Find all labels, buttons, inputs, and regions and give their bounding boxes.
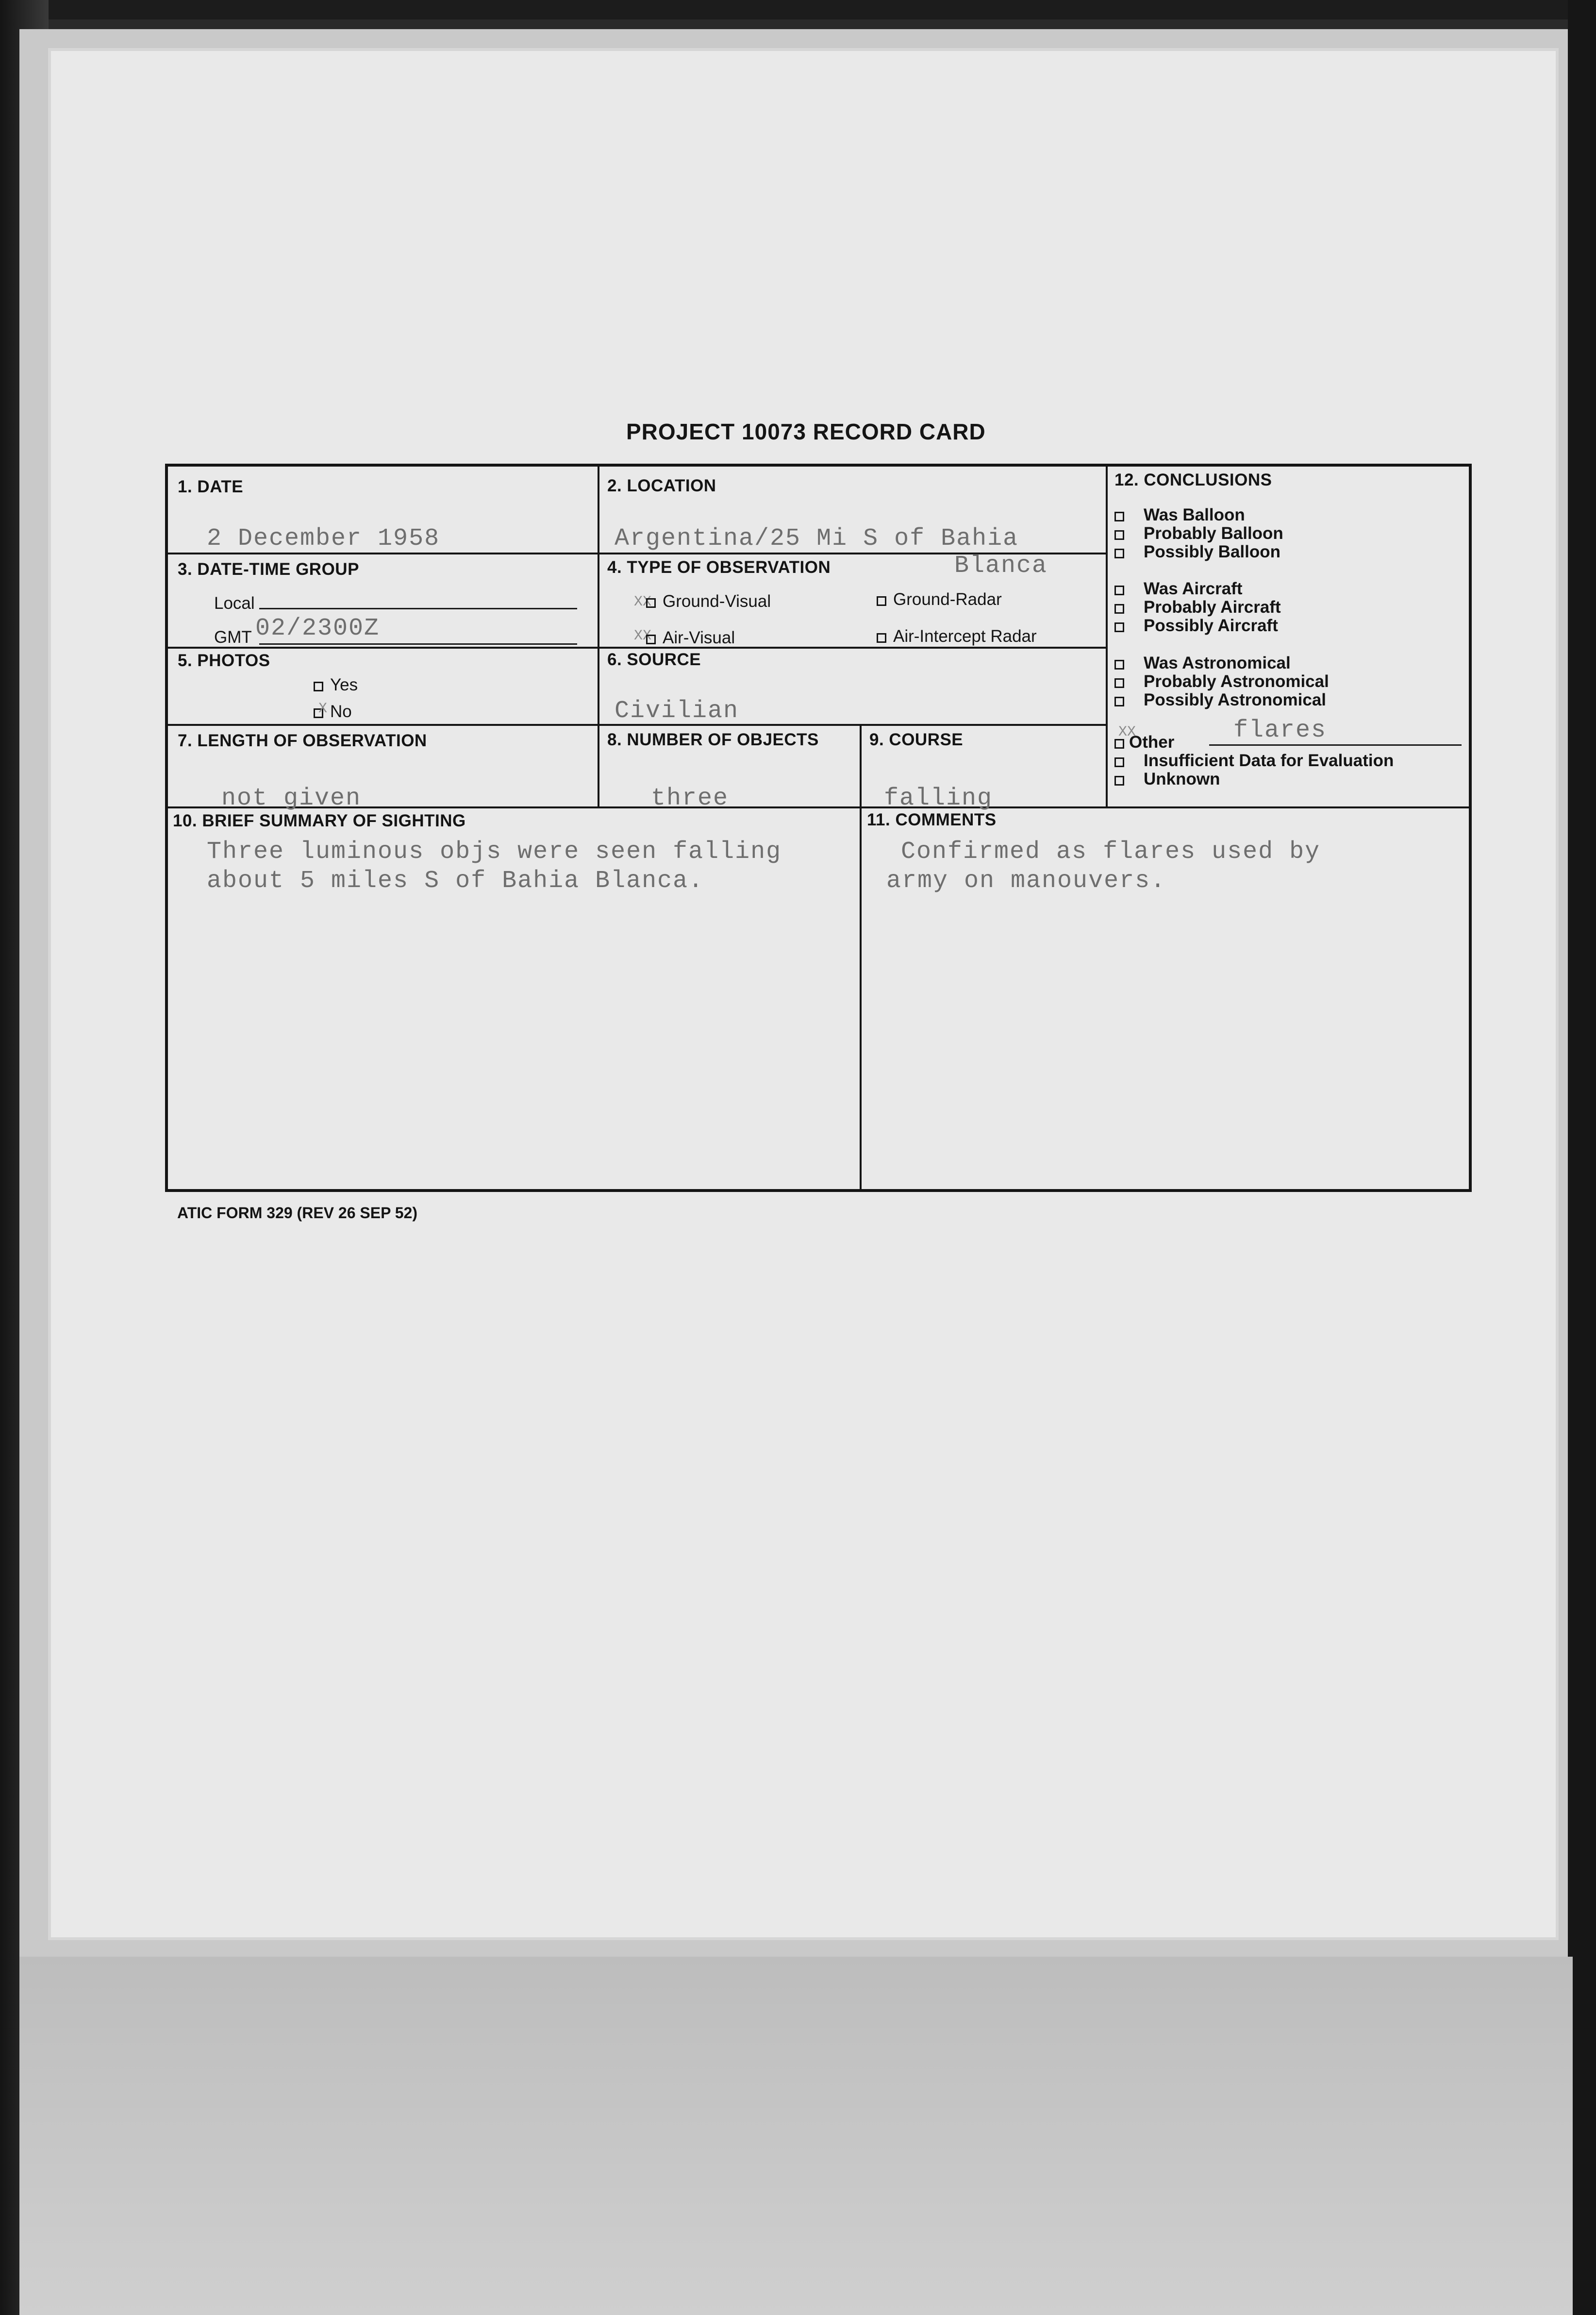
length-value: not given bbox=[221, 785, 362, 812]
conclusion-label: Was Astronomical bbox=[1144, 654, 1291, 672]
comments-label: 11. COMMENTS bbox=[867, 810, 997, 829]
date-value: 2 December 1958 bbox=[207, 525, 440, 553]
checkbox-icon bbox=[1114, 697, 1124, 706]
conclusion-unknown bbox=[1114, 770, 1220, 789]
checkbox-icon bbox=[1114, 604, 1124, 614]
location-value: Argentina/25 Mi S of Bahia bbox=[615, 525, 1019, 553]
film-bottom-area bbox=[19, 1957, 1573, 2315]
checkbox-icon bbox=[877, 633, 886, 643]
checkbox-icon bbox=[1114, 586, 1124, 595]
checkbox-icon bbox=[1114, 739, 1124, 749]
checkbox-icon bbox=[314, 682, 323, 691]
conclusion-label: Possibly Astronomical bbox=[1144, 690, 1327, 709]
checkbox-icon bbox=[1114, 757, 1124, 767]
comments-line-1: Confirmed as flares used by bbox=[901, 838, 1321, 866]
conclusion-probably-aircraft bbox=[1114, 598, 1281, 617]
objects-value: three bbox=[651, 785, 729, 812]
conclusion-was-balloon bbox=[1114, 505, 1245, 525]
conclusion-other bbox=[1114, 733, 1174, 752]
option-label: Ground-Visual bbox=[663, 592, 771, 611]
option-label: Air-Intercept Radar bbox=[893, 627, 1037, 646]
checkbox-icon bbox=[1114, 622, 1124, 632]
photos-label: 5. PHOTOS bbox=[178, 651, 270, 670]
divider bbox=[1106, 467, 1108, 806]
datetime-label: 3. DATE-TIME GROUP bbox=[178, 560, 359, 579]
checkbox-icon bbox=[877, 596, 886, 606]
local-time-label: Local bbox=[214, 594, 255, 613]
location-value-continued: Blanca bbox=[954, 552, 1048, 580]
comments-line-2: army on manouvers. bbox=[886, 867, 1166, 895]
checkbox-icon bbox=[1114, 660, 1124, 670]
check-mark: X bbox=[318, 701, 328, 717]
checkbox-icon bbox=[1114, 530, 1124, 540]
option-air-visual bbox=[646, 628, 735, 648]
source-value: Civilian bbox=[615, 697, 739, 725]
conclusion-probably-balloon bbox=[1114, 524, 1283, 543]
conclusion-label: Was Balloon bbox=[1144, 505, 1245, 524]
checkbox-icon bbox=[646, 635, 656, 644]
conclusion-label: Possibly Balloon bbox=[1144, 542, 1280, 561]
conclusion-label: Unknown bbox=[1144, 770, 1220, 788]
check-mark: XX bbox=[1118, 724, 1136, 740]
option-label: No bbox=[330, 702, 352, 721]
conclusion-was-aircraft bbox=[1114, 579, 1243, 599]
course-value: falling bbox=[884, 785, 993, 812]
summary-label: 10. BRIEF SUMMARY OF SIGHTING bbox=[173, 811, 466, 830]
checkbox-icon bbox=[1114, 512, 1124, 521]
conclusion-label: Probably Aircraft bbox=[1144, 598, 1281, 617]
checkbox-icon bbox=[1114, 678, 1124, 688]
conclusions-label: 12. CONCLUSIONS bbox=[1114, 470, 1272, 489]
option-label: Ground-Radar bbox=[893, 590, 1002, 609]
source-label: 6. SOURCE bbox=[607, 650, 701, 669]
check-mark: XX bbox=[634, 628, 652, 644]
course-label: 9. COURSE bbox=[869, 730, 964, 749]
conclusion-label: Probably Astronomical bbox=[1144, 672, 1329, 691]
divider bbox=[598, 467, 599, 806]
conclusion-was-astronomical bbox=[1114, 654, 1291, 673]
conclusion-possibly-aircraft bbox=[1114, 616, 1278, 636]
conclusion-probably-astronomical bbox=[1114, 672, 1329, 691]
option-label: Yes bbox=[330, 675, 358, 694]
form-identifier: ATIC FORM 329 (REV 26 SEP 52) bbox=[177, 1204, 417, 1222]
conclusion-label: Possibly Aircraft bbox=[1144, 616, 1278, 635]
gmt-label: GMT bbox=[214, 628, 252, 647]
check-mark: XX bbox=[634, 594, 652, 610]
conclusion-label: Was Aircraft bbox=[1144, 579, 1243, 598]
film-edge-top bbox=[0, 0, 1596, 19]
photos-yes bbox=[314, 675, 358, 695]
option-air-intercept-radar bbox=[877, 627, 1037, 646]
conclusion-possibly-balloon bbox=[1114, 542, 1280, 562]
other-line bbox=[1209, 744, 1462, 746]
conclusion-insufficient-data bbox=[1114, 751, 1394, 771]
gmt-value: 02/2300Z bbox=[255, 615, 380, 642]
checkbox-icon bbox=[646, 598, 656, 608]
conclusion-label: Probably Balloon bbox=[1144, 524, 1283, 543]
summary-line-1: Three luminous objs were seen falling bbox=[207, 838, 782, 866]
local-time-line bbox=[259, 608, 577, 609]
option-ground-radar bbox=[877, 590, 1002, 609]
divider bbox=[860, 724, 862, 1190]
conclusion-label: Insufficient Data for Evaluation bbox=[1144, 751, 1394, 770]
divider bbox=[168, 647, 1106, 649]
length-label: 7. LENGTH OF OBSERVATION bbox=[178, 731, 427, 750]
record-card bbox=[165, 464, 1472, 1192]
summary-line-2: about 5 miles S of Bahia Blanca. bbox=[207, 867, 704, 895]
checkbox-icon bbox=[1114, 776, 1124, 786]
option-label: Air-Visual bbox=[663, 628, 735, 647]
observation-type-label: 4. TYPE OF OBSERVATION bbox=[607, 558, 831, 577]
checkbox-icon bbox=[1114, 549, 1124, 558]
divider bbox=[168, 806, 1471, 808]
date-label: 1. DATE bbox=[178, 477, 244, 496]
card-title: PROJECT 10073 RECORD CARD bbox=[626, 419, 986, 444]
gmt-line bbox=[259, 643, 577, 645]
conclusion-possibly-astronomical bbox=[1114, 690, 1326, 710]
conclusion-other-value: flares bbox=[1233, 717, 1327, 744]
conclusion-other-label: Other bbox=[1129, 733, 1175, 752]
objects-label: 8. NUMBER OF OBJECTS bbox=[607, 730, 819, 749]
location-label: 2. LOCATION bbox=[607, 476, 716, 495]
option-ground-visual bbox=[646, 592, 771, 611]
